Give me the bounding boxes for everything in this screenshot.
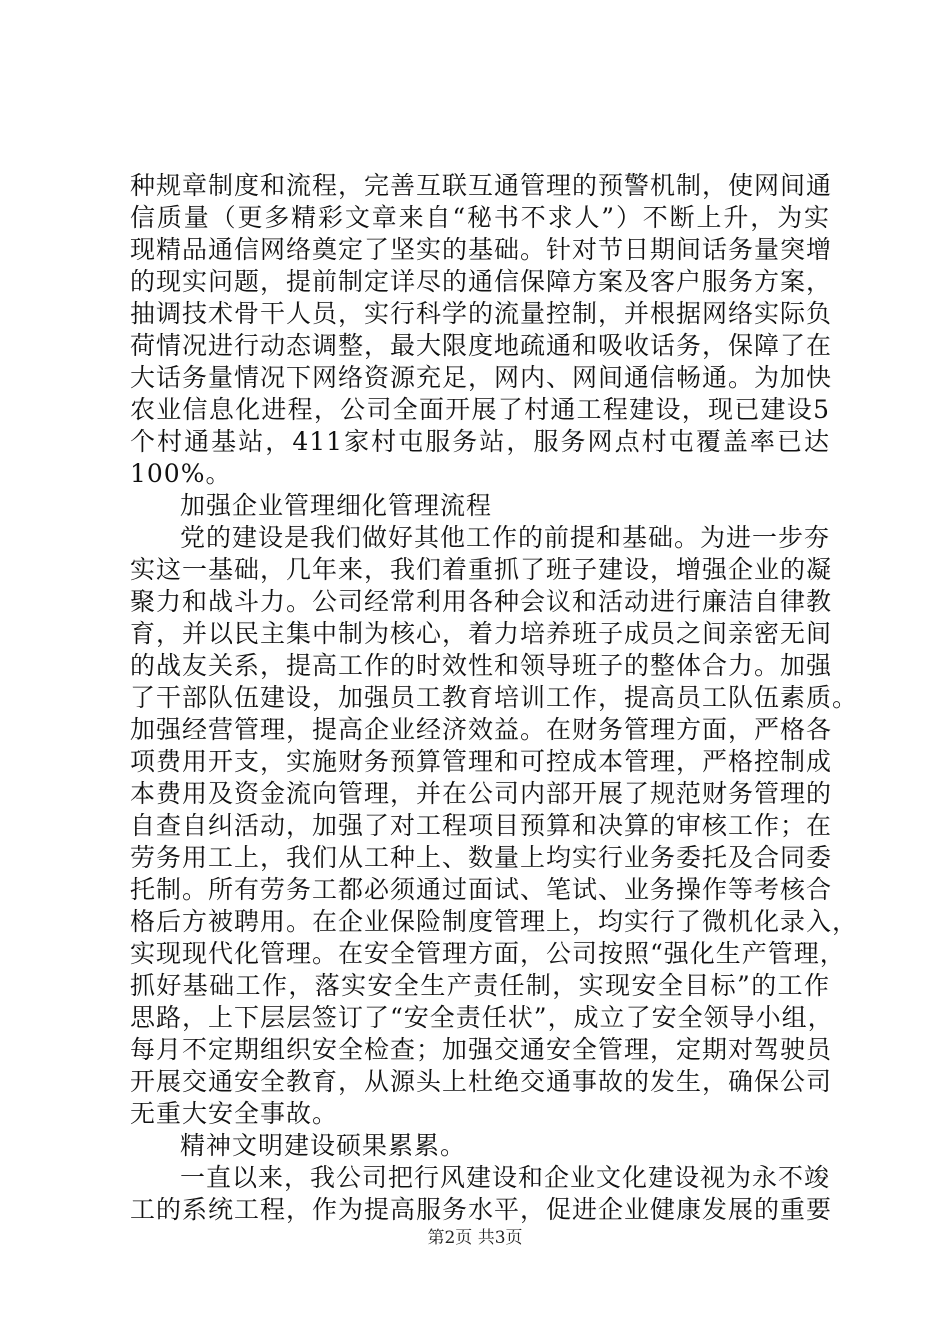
text-line: 思路，上下层层签订了“安全责任状”，成立了安全领导小组，	[130, 1003, 834, 1032]
text-line: 育，并以民主集中制为核心，着力培养班子成员之间亲密无间	[130, 619, 833, 648]
text-line: 格后方被聘用。在企业保险制度管理上，均实行了微机化录入，	[130, 907, 859, 936]
text-line: 农业信息化进程，公司全面开展了村通工程建设，现已建设5	[130, 395, 830, 424]
text-line: 信质量（更多精彩文章来自“秘书不求人”）不断上升，为实	[130, 203, 830, 232]
text-line: 现精品通信网络奠定了坚实的基础。针对节日期间话务量突增	[130, 235, 833, 264]
text-line: 的现实问题，提前制定详尽的通信保障方案及客户服务方案，	[130, 267, 833, 296]
text-line: 了干部队伍建设，加强员工教育培训工作，提高员工队伍素质。	[130, 683, 859, 712]
text-line: 的战友关系，提高工作的时效性和领导班子的整体合力。加强	[130, 651, 833, 680]
text-line: 实这一基础，几年来，我们着重抓了班子建设，增强企业的凝	[130, 555, 833, 584]
text-line: 种规章制度和流程，完善互联互通管理的预警机制，使网间通	[130, 171, 833, 200]
section-heading: 加强企业管理细化管理流程	[180, 491, 493, 520]
text-line: 劳务用工上，我们从工种上、数量上均实行业务委托及合同委	[130, 843, 833, 872]
page-number-footer: 第2页 共3页	[427, 1228, 523, 1248]
section-heading: 精神文明建设硕果累累。	[180, 1131, 467, 1160]
text-line: 一直以来，我公司把行风建设和企业文化建设视为永不竣	[180, 1163, 831, 1192]
text-line: 托制。所有劳务工都必须通过面试、笔试、业务操作等考核合	[130, 875, 833, 904]
text-line: 抽调技术骨干人员，实行科学的流量控制，并根据网络实际负	[130, 299, 833, 328]
document-body	[130, 170, 859, 1226]
text-line: 大话务量情况下网络资源充足，网内、网间通信畅通。为加快	[130, 363, 833, 392]
text-line: 聚力和战斗力。公司经常利用各种会议和活动进行廉洁自律教	[130, 587, 833, 616]
text-line: 项费用开支，实施财务预算管理和可控成本管理，严格控制成	[130, 747, 833, 776]
text-line: 个村通基站，411家村屯服务站，服务网点村屯覆盖率已达	[130, 427, 830, 456]
text-line: 100%。	[130, 459, 232, 488]
text-line: 每月不定期组织安全检查；加强交通安全管理，定期对驾驶员	[130, 1035, 833, 1064]
text-line: 工的系统工程，作为提高服务水平，促进企业健康发展的重要	[130, 1195, 833, 1224]
text-line: 实现现代化管理。在安全管理方面，公司按照“强化生产管理，	[130, 939, 846, 968]
text-line: 无重大安全事故。	[130, 1099, 339, 1128]
text-line: 开展交通安全教育，从源头上杜绝交通事故的发生，确保公司	[130, 1067, 833, 1096]
text-line: 加强经营管理，提高企业经济效益。在财务管理方面，严格各	[130, 715, 833, 744]
text-line: 抓好基础工作，落实安全生产责任制，实现安全目标”的工作	[130, 971, 830, 1000]
text-line: 荷情况进行动态调整，最大限度地疏通和吸收话务，保障了在	[130, 331, 833, 360]
text-line: 党的建设是我们做好其他工作的前提和基础。为进一步夯	[180, 523, 831, 552]
text-line: 本费用及资金流向管理，并在公司内部开展了规范财务管理的	[130, 779, 833, 808]
text-line: 自查自纠活动，加强了对工程项目预算和决算的审核工作；在	[130, 811, 833, 840]
